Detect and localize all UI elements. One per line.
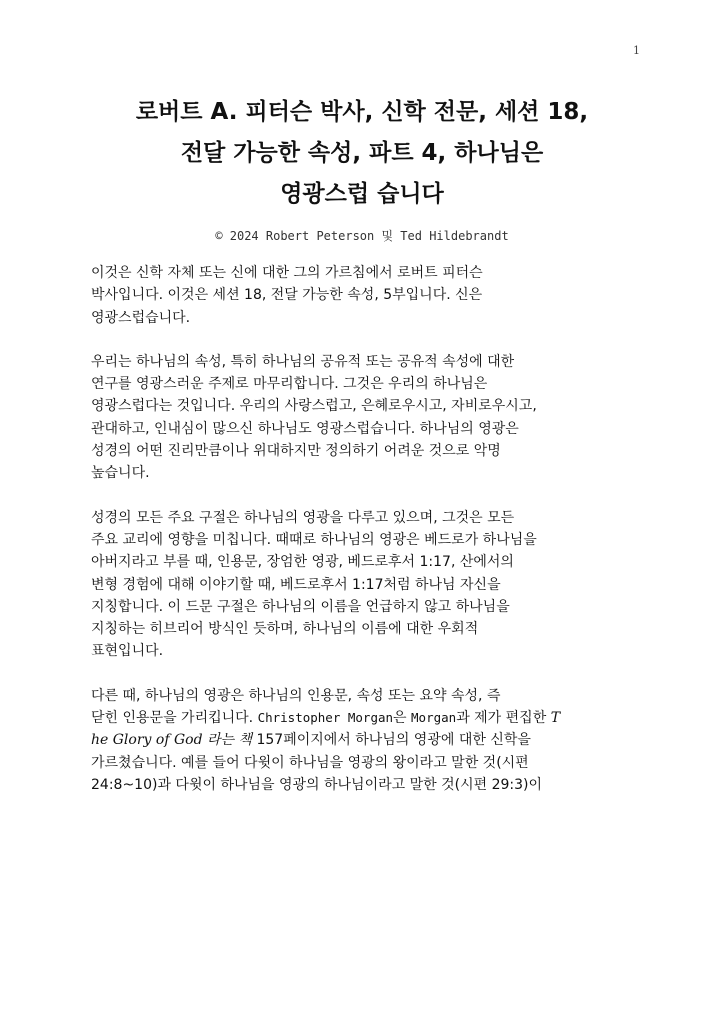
copyright-line: © 2024 Robert Peterson 및 Ted Hildebrandt [215, 229, 509, 243]
text-line [91, 707, 651, 729]
text-line: 이것은 신학 자체 또는 신에 대한 그의 가르침에서 로버트 피터슨 [91, 265, 483, 281]
text-line: 연구를 영광스러운 주제로 마무리합니다. 그것은 우리의 하나님은 [91, 376, 488, 393]
text-run: 라는 책 [202, 732, 253, 749]
text-run: 닫힌 인용문을 가리킵니다. [91, 710, 258, 727]
text-line: 가르쳤습니다. 예를 들어 다윗이 하나님을 영광의 왕이라고 말한 것(시편 [91, 754, 529, 771]
paragraph-3 [91, 507, 651, 663]
title-line-3: 영광스럽 습니다 [280, 181, 444, 207]
author-name: Christopher Morgan [257, 710, 394, 726]
text-line [91, 729, 651, 751]
text-run: 은 [393, 710, 412, 727]
text-line: 박사입니다. 이것은 세션 18, 전달 가능한 속성, 5부입니다. 신은 [91, 287, 483, 304]
text-run: 157페이지에서 하나님의 영광에 대한 신학을 [252, 732, 531, 749]
text-line: 영광스럽다는 것입니다. 우리의 사랑스럽고, 은혜로우시고, 자비로우시고, [91, 398, 537, 415]
text-line: 성경의 모든 주요 구절은 하나님의 영광을 다루고 있으며, 그것은 모든 [91, 509, 515, 526]
text-line: 지칭하는 히브리어 방식인 듯하며, 하나님의 이름에 대한 우회적 [91, 621, 479, 638]
text-line: 주요 교리에 영향을 미칩니다. 때때로 하나님의 영광은 베드로가 하나님을 [91, 531, 537, 548]
title-line-2: 전달 가능한 속성, 파트 4, 하나님은 [180, 140, 544, 166]
text-line: 높습니다. [91, 465, 150, 482]
author-name: Morgan [411, 710, 457, 726]
text-run: 과 제가 편집한 [456, 710, 551, 727]
text-line: 다른 때, 하나님의 영광은 하나님의 인용문, 속성 또는 요약 속성, 즉 [91, 687, 501, 704]
document-body [91, 262, 651, 818]
paragraph-1 [91, 262, 651, 329]
text-line: 변형 경험에 대해 이야기할 때, 베드로후서 1:17처럼 하나님 자신을 [91, 576, 501, 593]
paragraph-2 [91, 351, 651, 485]
text-line: 영광스럽습니다. [91, 309, 191, 326]
page-number: 1 [633, 44, 640, 57]
document-title [60, 92, 664, 215]
text-line: 우리는 하나님의 속성, 특히 하나님의 공유적 또는 공유적 속성에 대한 [91, 353, 515, 370]
text-line: 관대하고, 인내심이 많으신 하나님도 영광스럽습니다. 하나님의 영광은 [91, 420, 519, 437]
text-line: 지칭합니다. 이 드문 구절은 하나님의 이름을 언급하지 않고 하나님을 [91, 598, 510, 615]
text-line: 아버지라고 부를 때, 인용문, 장엄한 영광, 베드로후서 1:17, 산에서의 [91, 554, 514, 571]
book-title: T [550, 710, 561, 727]
text-line: 표현입니다. [91, 643, 164, 660]
paragraph-4 [91, 685, 651, 796]
text-line: 24:8~10)과 다윗이 하나님을 영광의 하나님이라고 말한 것(시편 29:3)이 [91, 776, 543, 793]
text-line: 성경의 어떤 진리만큼이나 위대하지만 정의하기 어려운 것으로 악명 [91, 443, 501, 460]
book-title: he Glory of God [91, 732, 203, 749]
title-line-1: 로버트 A. 피터슨 박사, 신학 전문, 세션 18, [135, 99, 589, 125]
